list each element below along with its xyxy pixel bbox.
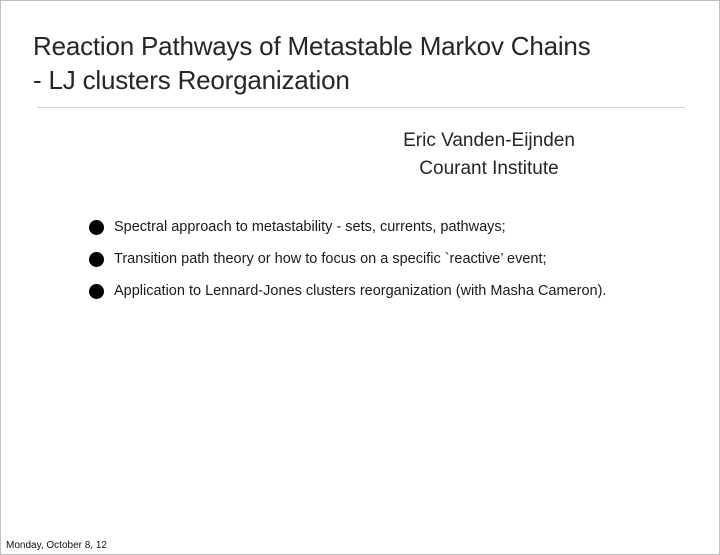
author-name: Eric Vanden-Eijnden bbox=[403, 130, 575, 151]
bullet-text: Spectral approach to metastability - sets, currents, pathways; bbox=[114, 219, 506, 235]
bullet-list bbox=[89, 211, 709, 307]
slide-title-line-1: Reaction Pathways of Metastable Markov Chains bbox=[33, 31, 591, 61]
bullet-item bbox=[89, 211, 709, 243]
slide-title-line-2: - LJ clusters Reorganization bbox=[33, 65, 350, 95]
author-affiliation: Courant Institute bbox=[419, 158, 559, 179]
author-block bbox=[361, 127, 617, 183]
slide-title bbox=[33, 29, 693, 97]
footer-date: Monday, October 8, 12 bbox=[6, 540, 107, 551]
bullet-dot-icon bbox=[89, 284, 104, 299]
bullet-item bbox=[89, 275, 709, 307]
title-divider bbox=[37, 107, 685, 108]
bullet-item bbox=[89, 243, 709, 275]
bullet-text: Application to Lennard-Jones clusters reorganization (with Masha Cameron). bbox=[114, 283, 607, 299]
bullet-text: Transition path theory or how to focus on a specific `reactive’ event; bbox=[114, 251, 547, 267]
bullet-dot-icon bbox=[89, 252, 104, 267]
bullet-dot-icon bbox=[89, 220, 104, 235]
